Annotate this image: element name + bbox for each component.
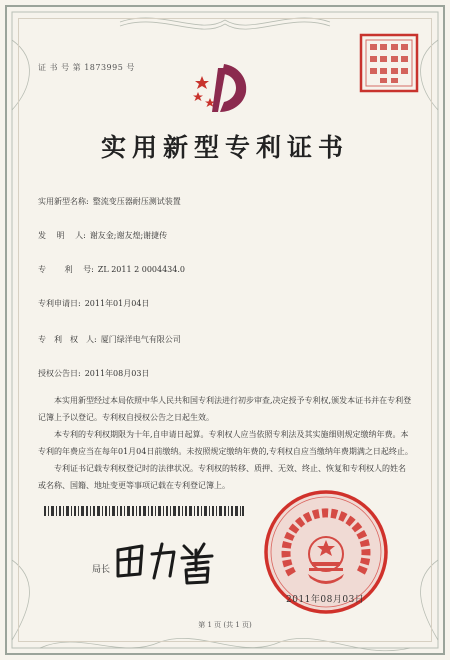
note-paragraph: 本专利的专利权期限为十年,自申请日起算。专利权人应当依照专利法及其实施细则规定缴纳年费。本专利的年费应当在每年01月04日前缴纳。未按照规定缴纳年费的,专利权自应当缴纳年费期满之日起终止。 (38, 430, 413, 456)
field-label: 专 利 权 人: (38, 335, 97, 344)
director-signature (112, 536, 222, 586)
special-seal-icon (358, 32, 420, 94)
page-number: 第 1 页 (共 1 页) (198, 621, 252, 629)
field-patentee (38, 334, 181, 345)
certificate-number-label: 证 书 号 第 (38, 63, 82, 72)
field-value: ZL 2011 2 0004434.0 (97, 265, 185, 274)
field-label: 授权公告日: (38, 369, 81, 378)
field-label: 专利申请日: (38, 299, 81, 308)
issue-date: 2011年08月03日 (286, 595, 365, 605)
note-paragraph: 专利证书记载专利权登记时的法律状况。专利权的转移、质押、无效、终止、恢复和专利权人的姓名或名称、国籍、地址变更等事项记载在专利登记簿上。 (38, 464, 406, 490)
field-value: 谢友金;谢友煌;谢捷传 (89, 231, 168, 240)
field-label: 发 明 人: (38, 231, 86, 240)
field-inventors (38, 230, 167, 241)
director-label: 局长 (92, 565, 111, 575)
field-utility-model-name (38, 196, 181, 207)
certificate-number-value: 1873995 (84, 63, 124, 72)
field-value: 2011年08月03日 (84, 369, 150, 378)
field-label: 实用新型名称: (38, 197, 89, 206)
field-value: 2011年01月04日 (84, 299, 150, 308)
field-application-date (38, 298, 149, 309)
note-paragraph: 本实用新型经过本局依照中华人民共和国专利法进行初步审查,决定授予专利权,颁发本证书并在专利登记簿上予以登记。专利权自授权公告之日起生效。 (38, 396, 412, 422)
patent-office-logo-icon (188, 58, 258, 118)
field-value: 整流变压器耐压测试装置 (92, 197, 181, 206)
field-label: 专 利 号: (38, 265, 94, 274)
field-value: 厦门绿洋电气有限公司 (100, 335, 181, 344)
certificate-notes (38, 392, 413, 494)
certificate-number-suffix: 号 (126, 63, 135, 72)
certificate-number (38, 62, 135, 73)
field-patent-number (38, 264, 185, 275)
document-title: 实用新型专利证书 (100, 133, 349, 162)
barcode-icon (44, 506, 244, 516)
field-grant-announcement-date (38, 368, 149, 379)
